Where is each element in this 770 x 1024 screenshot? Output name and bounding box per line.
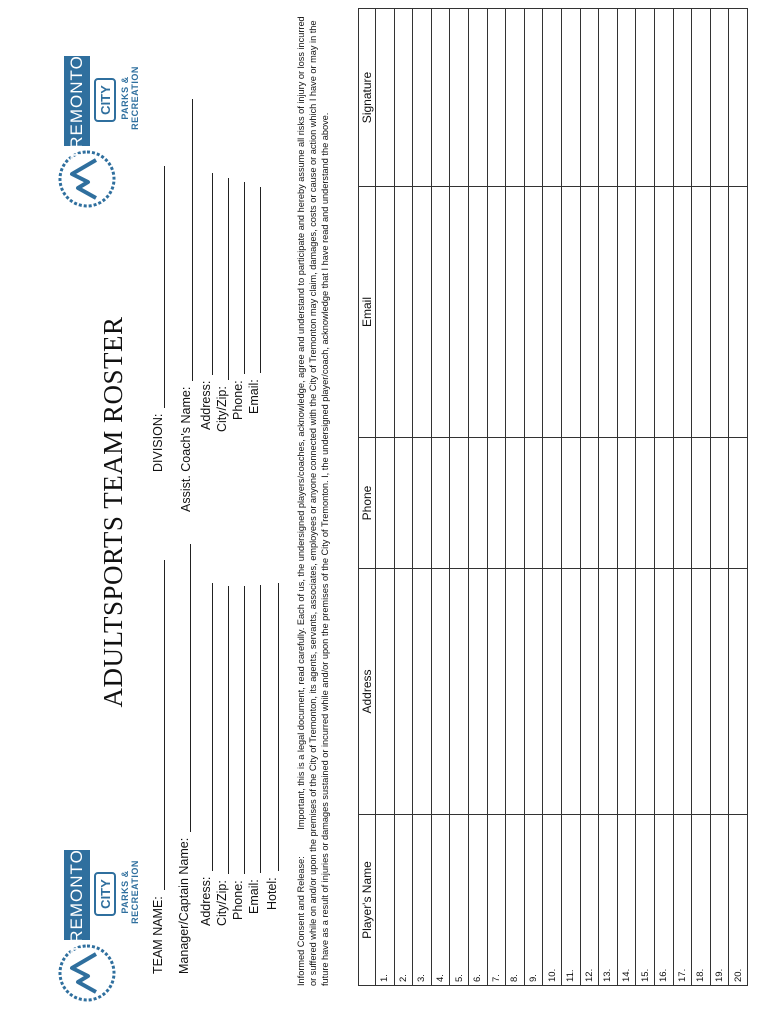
- signature-cell[interactable]: [729, 9, 748, 187]
- team-name-line[interactable]: [150, 560, 165, 890]
- row-number-cell[interactable]: 14.: [617, 815, 636, 986]
- email-field[interactable]: [246, 585, 261, 914]
- table-row: [394, 9, 413, 986]
- assist-coach-label: Assist. Coach's Name:: [179, 386, 193, 512]
- table-row: [561, 9, 580, 986]
- table-row: [673, 9, 692, 986]
- address-cell[interactable]: [729, 569, 748, 815]
- table-row: [654, 9, 673, 986]
- row-number-cell[interactable]: 9.: [524, 815, 543, 986]
- logo-tagline: PARKS & RECREATION: [120, 860, 140, 924]
- table-row: [431, 9, 450, 986]
- signature-cell[interactable]: [710, 9, 729, 187]
- col-address: Address: [359, 569, 376, 815]
- row-number-cell[interactable]: 1.: [376, 815, 395, 986]
- row-number-cell[interactable]: 2.: [394, 815, 413, 986]
- address-cell[interactable]: [543, 569, 562, 815]
- phone-field[interactable]: [230, 586, 245, 920]
- signature-cell[interactable]: [599, 9, 618, 187]
- table-row: [580, 9, 599, 986]
- table-row: [506, 9, 525, 986]
- table-row: [413, 9, 432, 986]
- address-cell[interactable]: [561, 569, 580, 815]
- assist-coach-field[interactable]: [178, 99, 193, 512]
- email-cell[interactable]: [636, 187, 655, 438]
- row-number-cell[interactable]: 18.: [692, 815, 711, 986]
- table-row: [468, 9, 487, 986]
- signature-cell[interactable]: [654, 9, 673, 187]
- phone-cell[interactable]: [636, 438, 655, 569]
- email-cell[interactable]: [394, 187, 413, 438]
- col-phone: Phone: [359, 438, 376, 569]
- table-row: [376, 9, 395, 986]
- assist-email-line[interactable]: [246, 187, 261, 373]
- phone-cell[interactable]: [543, 438, 562, 569]
- email-label: Email:: [247, 879, 261, 914]
- consent-label: Informed Consent and Release:: [296, 856, 306, 986]
- row-number-cell[interactable]: 15.: [636, 815, 655, 986]
- phone-cell[interactable]: [468, 438, 487, 569]
- address-cell[interactable]: [673, 569, 692, 815]
- hotel-field[interactable]: [264, 583, 279, 910]
- phone-cell[interactable]: [729, 438, 748, 569]
- phone-cell[interactable]: [524, 438, 543, 569]
- address-cell[interactable]: [636, 569, 655, 815]
- row-number-cell[interactable]: 16.: [654, 815, 673, 986]
- email-cell[interactable]: [487, 187, 506, 438]
- email-cell[interactable]: [543, 187, 562, 438]
- email-cell[interactable]: [617, 187, 636, 438]
- phone-cell[interactable]: [617, 438, 636, 569]
- table-row: [543, 9, 562, 986]
- phone-cell[interactable]: [394, 438, 413, 569]
- phone-cell[interactable]: [487, 438, 506, 569]
- city-zip-line[interactable]: [214, 586, 229, 874]
- signature-cell[interactable]: [692, 9, 711, 187]
- address-cell[interactable]: [468, 569, 487, 815]
- phone-line[interactable]: [230, 586, 245, 874]
- address-cell[interactable]: [599, 569, 618, 815]
- division-line[interactable]: [150, 166, 165, 408]
- phone-cell[interactable]: [506, 438, 525, 569]
- row-number-cell[interactable]: 17.: [673, 815, 692, 986]
- col-player-name: Player's Name: [359, 815, 376, 986]
- team-name-label: TEAM NAME:: [151, 896, 165, 974]
- address-cell[interactable]: [394, 569, 413, 815]
- phone-label: Phone:: [231, 880, 245, 920]
- address-cell[interactable]: [580, 569, 599, 815]
- row-number-cell[interactable]: 12.: [580, 815, 599, 986]
- signature-cell[interactable]: [487, 9, 506, 187]
- assist-email-label: Email:: [247, 379, 261, 414]
- address-cell[interactable]: [506, 569, 525, 815]
- email-cell[interactable]: [673, 187, 692, 438]
- signature-cell[interactable]: [376, 9, 395, 187]
- table-row: [450, 9, 469, 986]
- assist-phone-line[interactable]: [230, 182, 245, 374]
- phone-cell[interactable]: [692, 438, 711, 569]
- signature-cell[interactable]: [636, 9, 655, 187]
- email-line[interactable]: [246, 585, 261, 873]
- hotel-line[interactable]: [264, 583, 279, 871]
- signature-cell[interactable]: [394, 9, 413, 187]
- table-row: [710, 9, 729, 986]
- phone-cell[interactable]: [580, 438, 599, 569]
- consent-paragraph: [296, 6, 331, 986]
- signature-cell[interactable]: [506, 9, 525, 187]
- row-number-cell[interactable]: 7.: [487, 815, 506, 986]
- row-number-cell[interactable]: 19.: [710, 815, 729, 986]
- email-cell[interactable]: [710, 187, 729, 438]
- phone-cell[interactable]: [431, 438, 450, 569]
- phone-cell[interactable]: [599, 438, 618, 569]
- phone-cell[interactable]: [561, 438, 580, 569]
- address-cell[interactable]: [450, 569, 469, 815]
- address-cell[interactable]: [710, 569, 729, 815]
- email-cell[interactable]: [654, 187, 673, 438]
- city-zip-label: City/Zip:: [215, 880, 229, 926]
- address-label: Address:: [199, 876, 213, 926]
- email-cell[interactable]: [692, 187, 711, 438]
- address-cell[interactable]: [413, 569, 432, 815]
- manager-line[interactable]: [176, 544, 191, 832]
- email-cell[interactable]: [376, 187, 395, 438]
- signature-cell[interactable]: [468, 9, 487, 187]
- assist-phone-label: Phone:: [231, 380, 245, 420]
- signature-cell[interactable]: [524, 9, 543, 187]
- division-field[interactable]: [150, 166, 165, 472]
- email-cell[interactable]: [413, 187, 432, 438]
- phone-cell[interactable]: [413, 438, 432, 569]
- col-email: Email: [359, 187, 376, 438]
- assist-email-field[interactable]: [246, 187, 261, 414]
- row-number-cell[interactable]: 5.: [450, 815, 469, 986]
- table-header-row: [359, 9, 376, 986]
- signature-cell[interactable]: [450, 9, 469, 187]
- row-number-cell[interactable]: 13.: [599, 815, 618, 986]
- row-number-cell[interactable]: 10.: [543, 815, 562, 986]
- team-name-field[interactable]: [150, 560, 165, 974]
- consent-text: Important, this is a legal document, read carefully. Each of us, the undersigned players/coaches, acknowledge, agree and understand to participate and hereby assume all risks of injury or loss incurred or suffered while on and/or upon the premises of the City of Tremonton, its agents, servants, associates, employees or anyone connected with the City of Tremonton may claim, damages, costs or cause or action which I have or may in the future have as a result of injuries or damages sustained or incurred while and/or upon the premises of the City of Tremonton. I, the undersigned player/coach, acknowledge that I have read and understand the above.: [296, 16, 330, 986]
- address-field[interactable]: [198, 583, 213, 926]
- phone-cell[interactable]: [654, 438, 673, 569]
- email-cell[interactable]: [506, 187, 525, 438]
- roster-table: [358, 8, 748, 986]
- signature-cell[interactable]: [673, 9, 692, 187]
- signature-cell[interactable]: [561, 9, 580, 187]
- phone-cell[interactable]: [450, 438, 469, 569]
- hotel-label: Hotel:: [265, 877, 279, 910]
- address-cell[interactable]: [376, 569, 395, 815]
- table-row: [599, 9, 618, 986]
- logo-tagline: PARKS & RECREATION: [120, 66, 140, 130]
- row-number-cell[interactable]: 8.: [506, 815, 525, 986]
- phone-cell[interactable]: [376, 438, 395, 569]
- address-cell[interactable]: [487, 569, 506, 815]
- phone-cell[interactable]: [673, 438, 692, 569]
- signature-cell[interactable]: [413, 9, 432, 187]
- address-cell[interactable]: [524, 569, 543, 815]
- table-row: [487, 9, 506, 986]
- email-cell[interactable]: [468, 187, 487, 438]
- assist-city-zip-line[interactable]: [214, 178, 229, 380]
- email-cell[interactable]: [524, 187, 543, 438]
- row-number-cell[interactable]: 6.: [468, 815, 487, 986]
- assist-phone-field[interactable]: [230, 182, 245, 420]
- signature-cell[interactable]: [543, 9, 562, 187]
- table-row: [617, 9, 636, 986]
- email-cell[interactable]: [450, 187, 469, 438]
- logo-city: CITY: [94, 872, 116, 916]
- address-cell[interactable]: [692, 569, 711, 815]
- table-row: [524, 9, 543, 986]
- manager-label: Manager/Captain Name:: [177, 837, 191, 974]
- address-line[interactable]: [198, 583, 213, 871]
- city-zip-field[interactable]: [214, 586, 229, 926]
- address-cell[interactable]: [431, 569, 450, 815]
- assist-city-zip-label: City/Zip:: [215, 386, 229, 432]
- logo-wordmark: TREMONTON: [64, 850, 90, 940]
- signature-cell[interactable]: [431, 9, 450, 187]
- division-label: DIVISION:: [151, 413, 165, 472]
- page-title: ADULTSPORTS TEAM ROSTER: [98, 316, 128, 708]
- email-cell[interactable]: [561, 187, 580, 438]
- assist-address-line[interactable]: [198, 173, 213, 375]
- manager-field[interactable]: [176, 544, 191, 974]
- col-signature: Signature: [359, 9, 376, 187]
- email-cell[interactable]: [729, 187, 748, 438]
- address-cell[interactable]: [617, 569, 636, 815]
- signature-cell[interactable]: [580, 9, 599, 187]
- logo-wordmark: TREMONTON: [64, 56, 90, 146]
- row-number-cell[interactable]: 4.: [431, 815, 450, 986]
- assist-coach-line[interactable]: [178, 99, 193, 381]
- address-cell[interactable]: [654, 569, 673, 815]
- assist-address-label: Address:: [199, 380, 213, 430]
- logo-city: CITY: [94, 78, 116, 122]
- row-number-cell[interactable]: 3.: [413, 815, 432, 986]
- table-row: [729, 9, 748, 986]
- email-cell[interactable]: [580, 187, 599, 438]
- signature-cell[interactable]: [617, 9, 636, 187]
- row-number-cell[interactable]: 11.: [561, 815, 580, 986]
- email-cell[interactable]: [599, 187, 618, 438]
- row-number-cell[interactable]: 20.: [729, 815, 748, 986]
- phone-cell[interactable]: [710, 438, 729, 569]
- table-row: [692, 9, 711, 986]
- assist-address-field[interactable]: [198, 173, 213, 430]
- assist-city-zip-field[interactable]: [214, 178, 229, 432]
- table-row: [636, 9, 655, 986]
- email-cell[interactable]: [431, 187, 450, 438]
